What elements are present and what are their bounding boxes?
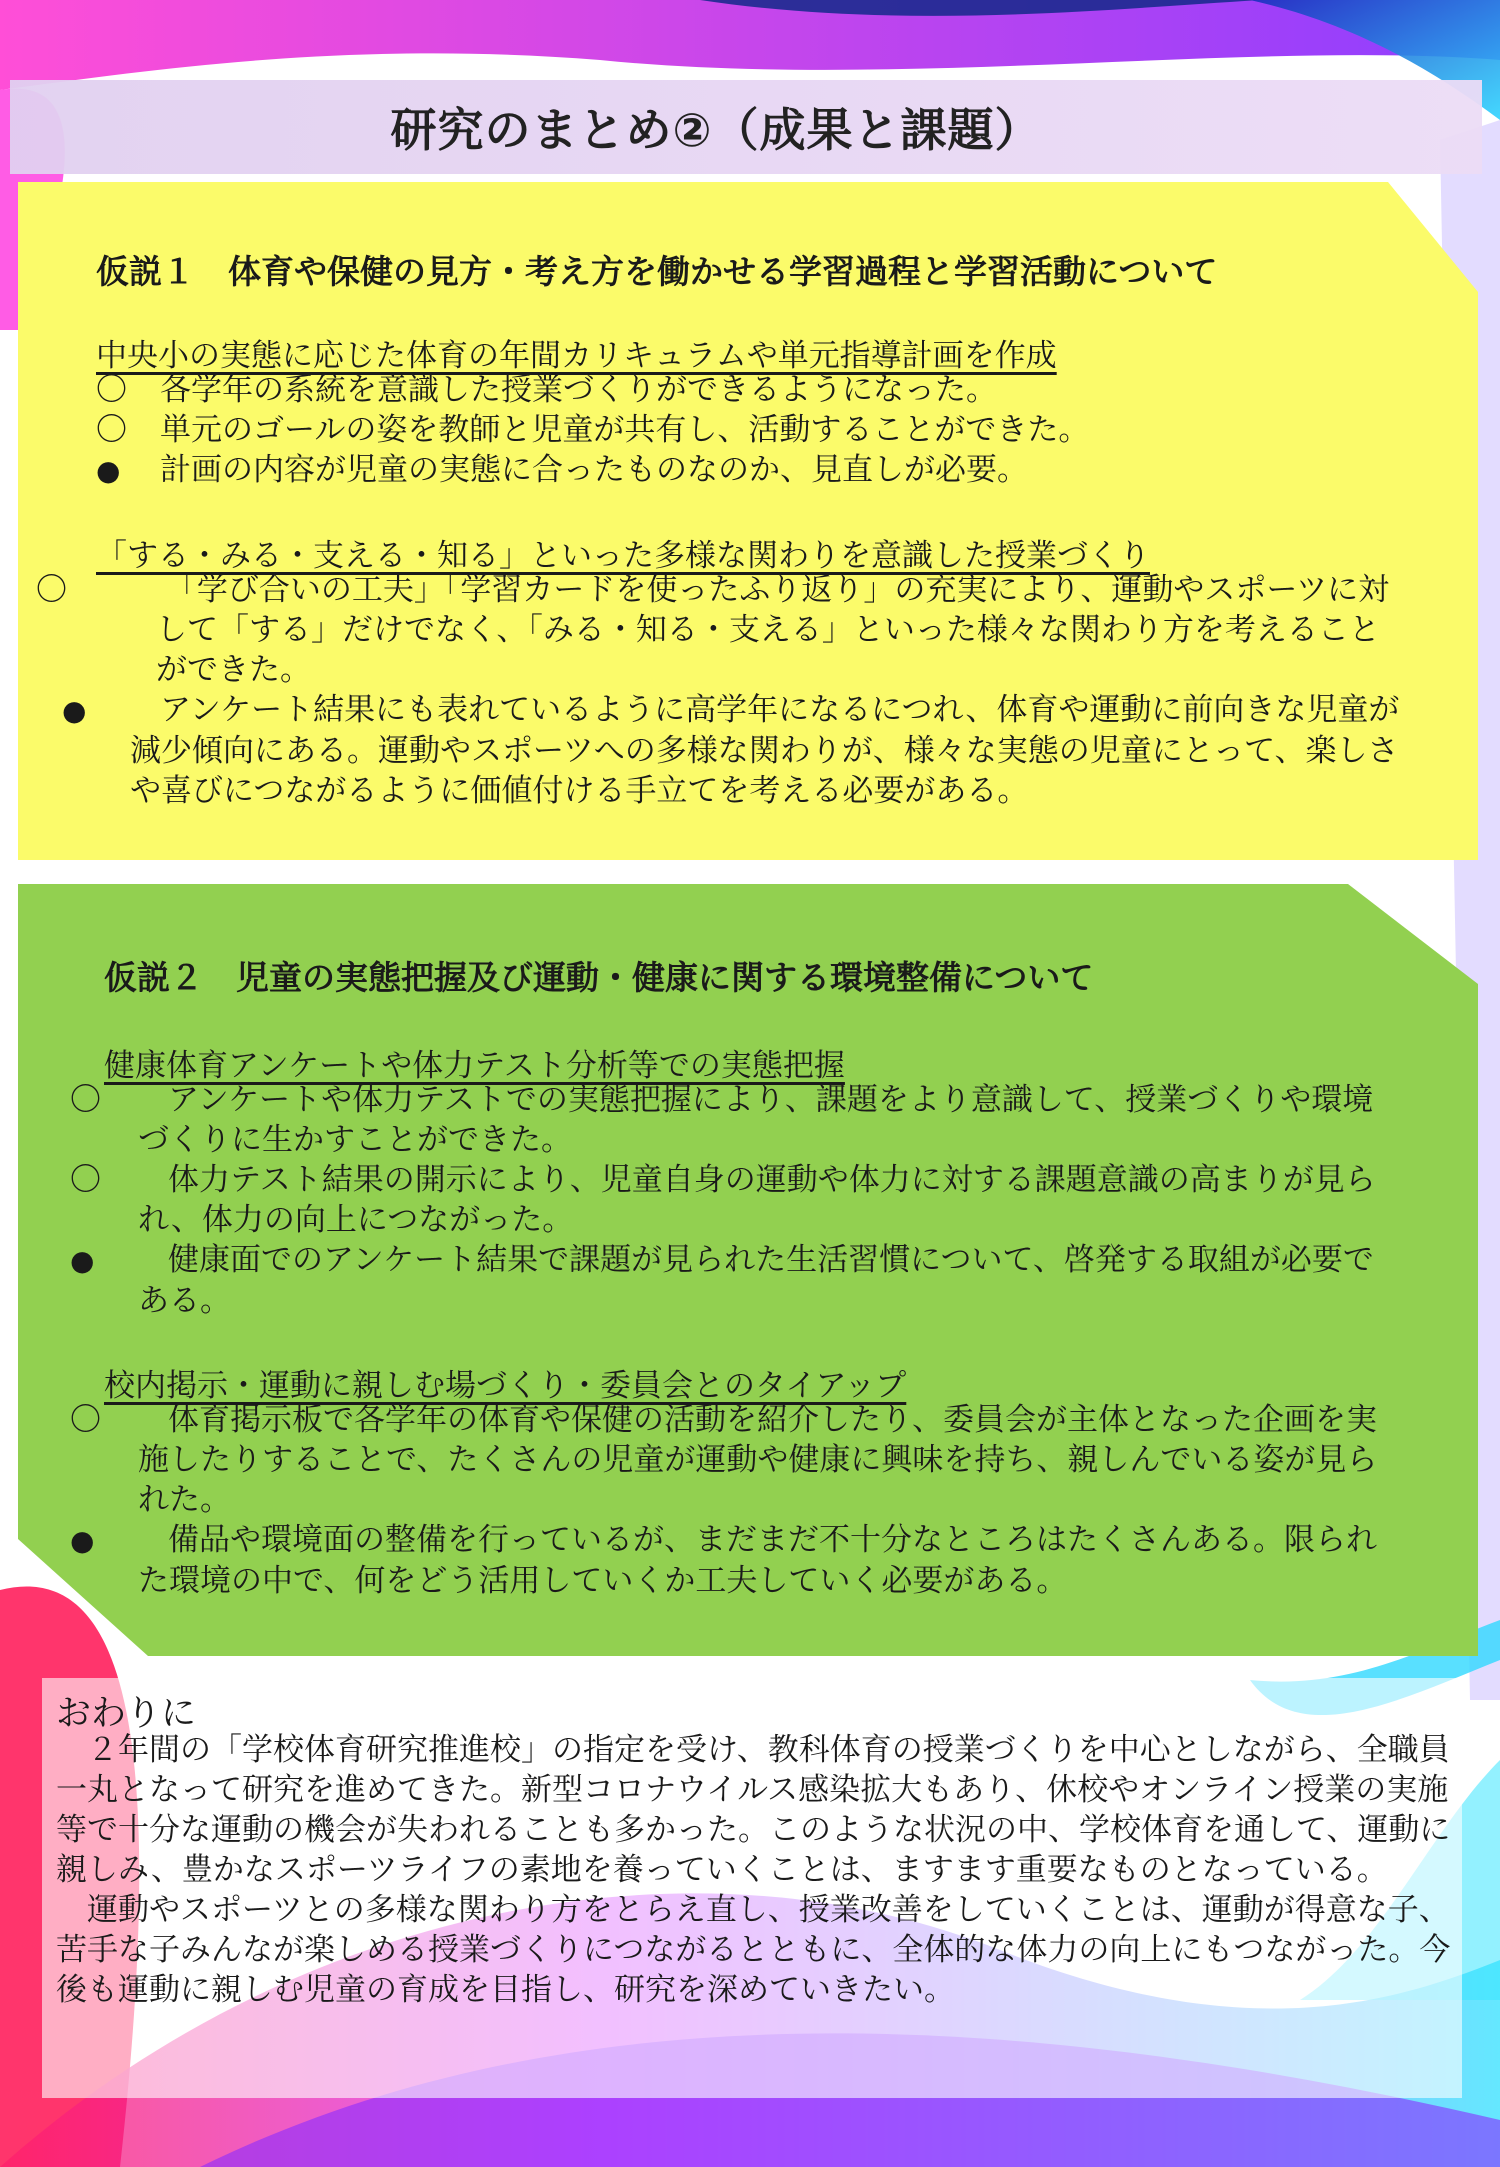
list-item: 〇 「学び合いの工夫」「学習カードを使ったふり返り」の充実により、運動やスポーツに対して「する」だけでなく、「みる・知る・支える」といった様々な関わり方を考えることができた。	[36, 572, 1390, 688]
ending-paragraph: ２年間の「学校体育研究推進校」の指定を受け、教科体育の授業づくりを中心としながら、全職員一丸となって研究を進めてきた。新型コロナウイルス感染拡大もあり、休校やオンライン授業の実施等で十分な運動の機会が失われることも多かった。このような状況の中、学校体育を通して、運動に親しみ、豊かなスポーツライフの素地を養っていくことは、ますます重要なものとなっている。	[56, 1732, 1451, 1888]
list-item: ● 計画の内容が児童の実態に合ったものなのか、見直しが必要。	[96, 450, 1396, 491]
list-item: 〇 アンケートや体力テストでの実態把握により、課題をより意識して、授業づくりや環境づくりに生かすことができた。	[70, 1082, 1374, 1158]
list-item: 〇 各学年の系統を意識した授業づくりができるようになった。	[96, 372, 997, 408]
ending-body	[56, 1730, 1456, 2010]
bullet-mark-icon: ●	[62, 694, 87, 727]
bullet-mark-icon: ●	[70, 1524, 95, 1557]
bullet-mark-icon: ●	[96, 454, 121, 487]
ending-paragraph: 運動やスポーツとの多様な関わり方をとらえ直し、授業改善をしていくことは、運動が得意な子、苦手な子みんなが楽しめる授業づくりにつながるとともに、全体的な体力の向上にもつながった。今後も運動に親しむ児童の育成を目指し、研究を深めていきたい。	[56, 1892, 1451, 2008]
hypothesis1-section1-heading: 中央小の実態に応じた体育の年間カリキュラムや単元指導計画を作成	[96, 338, 1057, 374]
hypothesis1-title: 仮説１ 体育や保健の見方・考え方を働かせる学習過程と学習活動について	[96, 252, 1218, 291]
circle-mark-icon: 〇	[70, 1162, 101, 1198]
list-item: ● 備品や環境面の整備を行っているが、まだまだ不十分なところはたくさんある。限られた環境の中で、何をどう活用していくか工夫していく必要がある。	[70, 1522, 1377, 1599]
hypothesis2-section1-heading: 健康体育アンケートや体力テスト分析等での実態把握	[104, 1048, 845, 1084]
circle-mark-icon: 〇	[96, 372, 127, 408]
ending-heading: おわりに	[56, 1694, 197, 1734]
list-item: 〇 体力テスト結果の開示により、児童自身の運動や体力に対する課題意識の高まりが見られ、体力の向上につながった。	[70, 1162, 1376, 1238]
list-item: 〇 体育掲示板で各学年の体育や保健の活動を紹介したり、委員会が主体となった企画を実施したりすることで、たくさんの児童が運動や健康に興味を持ち、親しんでいる姿が見られた。	[70, 1402, 1378, 1518]
circle-mark-icon: 〇	[70, 1402, 101, 1438]
hypothesis1-section2-heading: 「する・みる・支える・知る」といった多様な関わりを意識した授業づくり	[96, 538, 1150, 574]
circle-mark-icon: 〇	[96, 412, 127, 448]
hypothesis2-section2-heading: 校内掲示・運動に親しむ場づくり・委員会とのタイアップ	[104, 1368, 907, 1404]
bullet-mark-icon: ●	[70, 1244, 95, 1277]
hypothesis2-title: 仮説２ 児童の実態把握及び運動・健康に関する環境整備について	[104, 958, 1094, 997]
title-band	[10, 80, 1482, 174]
list-item: 〇 単元のゴールの姿を教師と児童が共有し、活動することができた。	[96, 412, 1090, 448]
list-item: ● アンケート結果にも表れているように高学年になるにつれ、体育や運動に前向きな児童が減少傾向にある。運動やスポーツへの多様な関わりが、様々な実態の児童にとって、楽しさや喜びにつながるように価値付ける手立てを考える必要がある。	[62, 692, 1400, 809]
circle-mark-icon: 〇	[70, 1082, 101, 1118]
page-title: 研究のまとめ②（成果と課題）	[390, 103, 1042, 157]
list-item: ● 健康面でのアンケート結果で課題が見られた生活習慣について、啓発する取組が必要である。	[70, 1242, 1374, 1319]
circle-mark-icon: 〇	[36, 572, 67, 608]
